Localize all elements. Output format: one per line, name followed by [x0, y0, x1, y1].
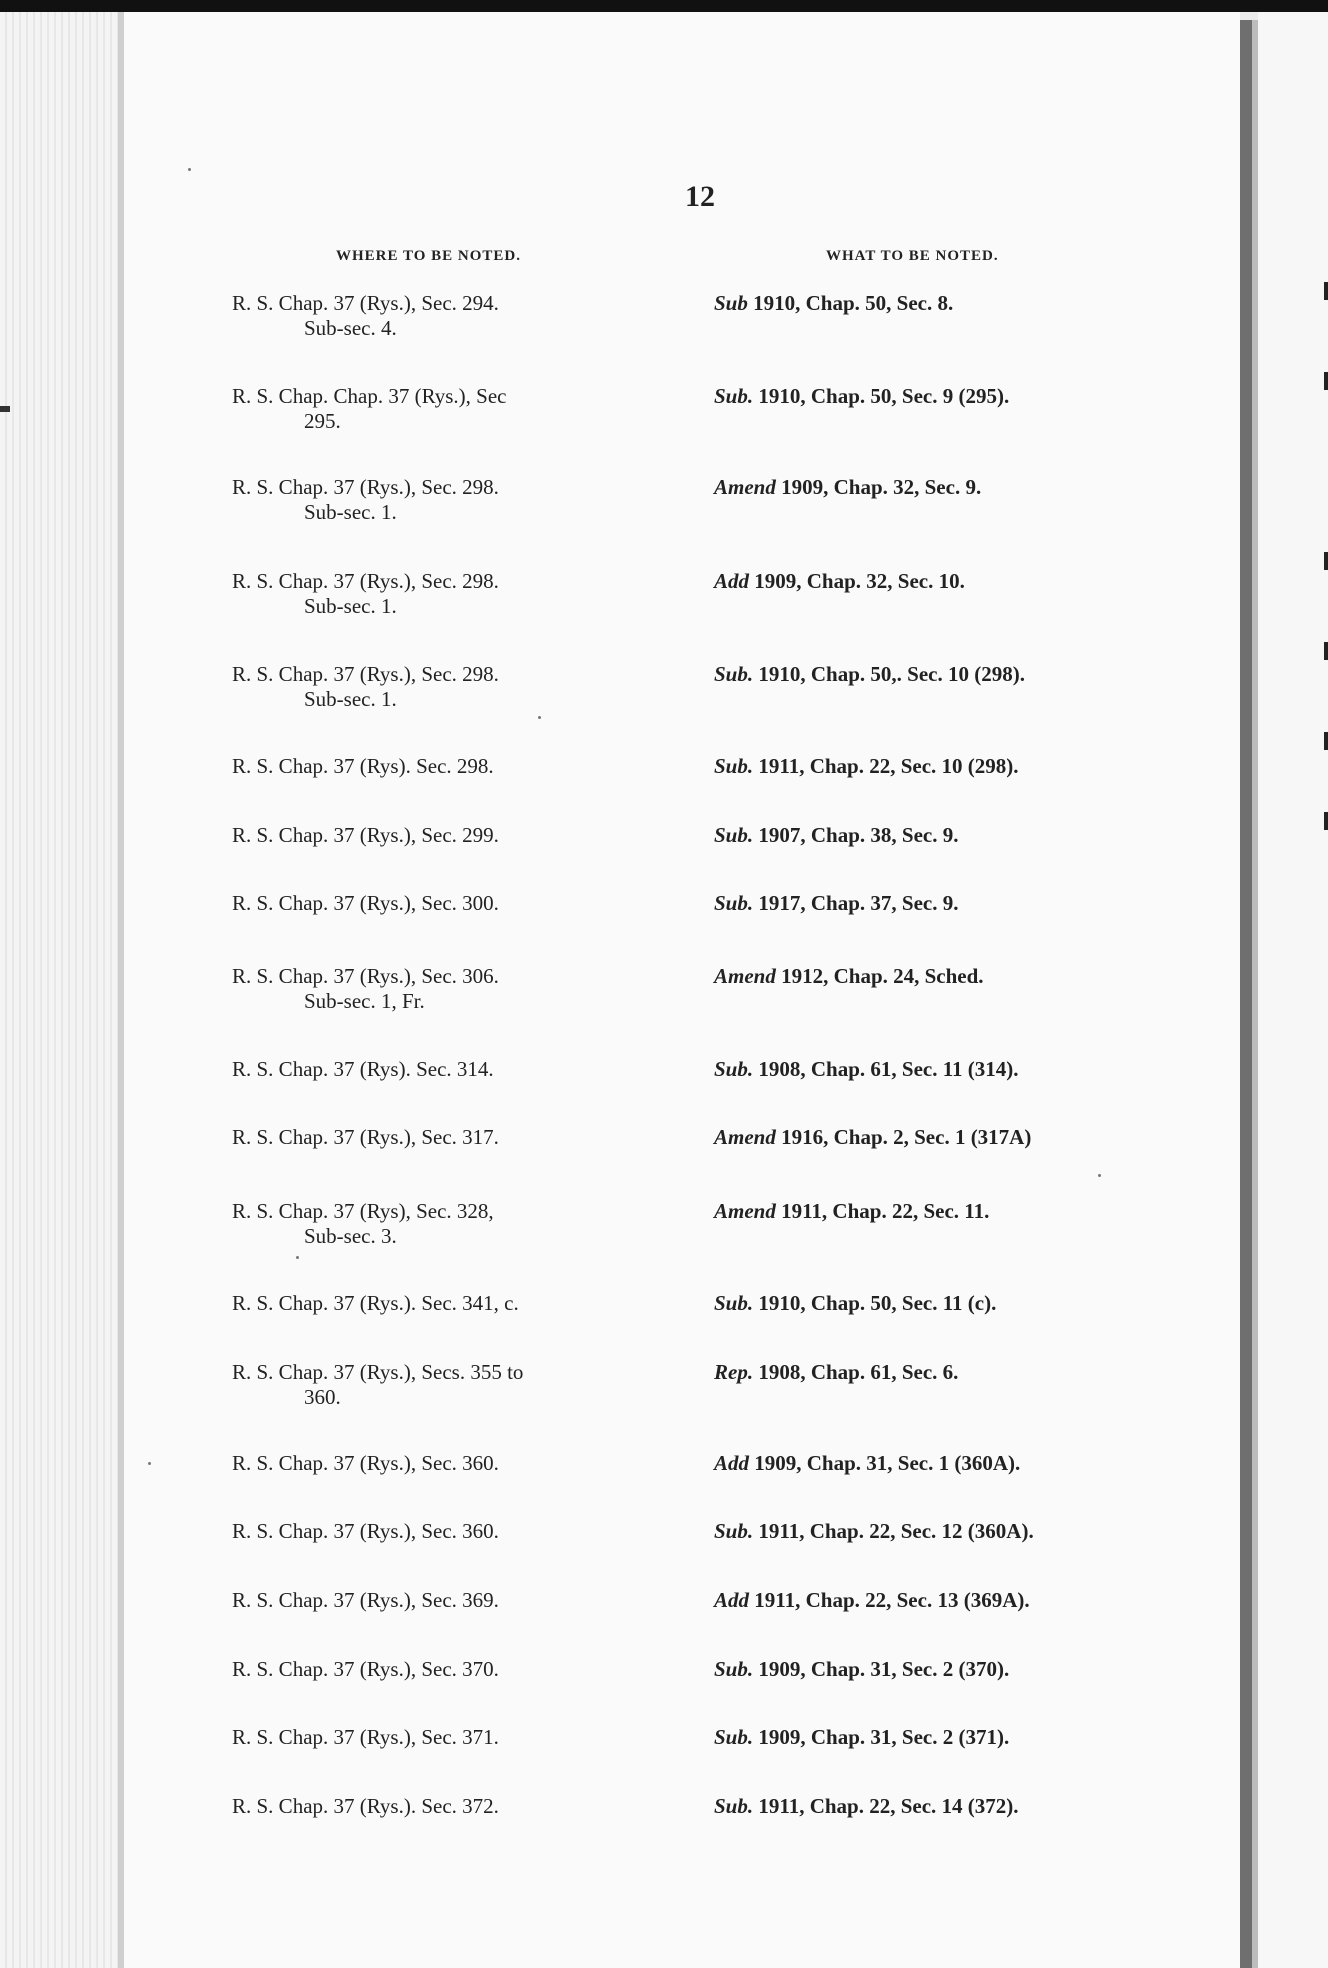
where-line-1: R. S. Chap. 37 (Rys), Sec. 328, [232, 1199, 494, 1223]
where-line-2: Sub-sec. 3. [304, 1224, 397, 1248]
amendment-reference: 1912, Chap. 24, Sched. [775, 964, 984, 988]
where-line-1: R. S. Chap. 37 (Rys.), Sec. 298. [232, 569, 499, 593]
amendment-verb: Sub. [714, 1725, 754, 1749]
where-to-be-noted-cell [232, 1588, 672, 1613]
where-line-2: Sub-sec. 4. [304, 316, 397, 340]
amendment-reference: 1910, Chap. 50, Sec. 8. [747, 291, 954, 315]
what-to-be-noted-cell [714, 964, 984, 989]
where-line-1: R. S. Chap. Chap. 37 (Rys.), Sec [232, 384, 507, 408]
where-to-be-noted-cell [232, 1199, 672, 1249]
where-line-2: Sub-sec. 1. [304, 594, 397, 618]
amendment-reference: 1911, Chap. 22, Sec. 12 (360A). [753, 1519, 1034, 1543]
amendment-reference: 1908, Chap. 61, Sec. 6. [753, 1360, 959, 1384]
where-line-1: R. S. Chap. 37 (Rys.). Sec. 341, c. [232, 1291, 519, 1315]
amendment-verb: Amend [714, 1199, 776, 1223]
next-page-mark [1324, 642, 1328, 660]
amendment-verb: Amend [714, 1125, 776, 1149]
where-line-2: Sub-sec. 1. [304, 687, 397, 711]
amendment-verb: Rep. [714, 1360, 754, 1384]
where-line-2: 360. [304, 1385, 341, 1409]
book-page-edges [0, 0, 122, 1968]
where-to-be-noted-cell [232, 384, 672, 434]
next-page-mark [1324, 552, 1328, 570]
amendment-verb: Sub. [714, 384, 754, 408]
amendment-reference: 1909, Chap. 32, Sec. 10. [749, 569, 965, 593]
where-to-be-noted-cell [232, 1794, 672, 1819]
what-to-be-noted-cell [714, 891, 958, 916]
amendment-reference: 1909, Chap. 31, Sec. 2 (371). [753, 1725, 1010, 1749]
scan-top-border [0, 0, 1328, 12]
where-line-1: R. S. Chap. 37 (Rys.), Sec. 371. [232, 1725, 499, 1749]
amendment-reference: 1911, Chap. 22, Sec. 10 (298). [753, 754, 1019, 778]
scan-speck [296, 1256, 299, 1259]
amendment-reference: 1909, Chap. 31, Sec. 2 (370). [753, 1657, 1010, 1681]
where-to-be-noted-cell [232, 662, 672, 712]
where-to-be-noted-cell [232, 1125, 672, 1150]
where-line-1: R. S. Chap. 37 (Rys.), Sec. 370. [232, 1657, 499, 1681]
amendment-verb: Sub. [714, 754, 754, 778]
amendment-verb: Sub. [714, 1794, 754, 1818]
scan-speck [538, 716, 541, 719]
where-line-1: R. S. Chap. 37 (Rys.), Sec. 306. [232, 964, 499, 988]
amendment-reference: 1910, Chap. 50,. Sec. 10 (298). [753, 662, 1025, 686]
amendment-verb: Amend [714, 964, 776, 988]
where-line-1: R. S. Chap. 37 (Rys.), Sec. 360. [232, 1451, 499, 1475]
where-line-1: R. S. Chap. 37 (Rys.). Sec. 372. [232, 1794, 499, 1818]
where-line-1: R. S. Chap. 37 (Rys.), Sec. 299. [232, 823, 499, 847]
next-page-strip [1258, 12, 1328, 1968]
scan-speck [188, 168, 191, 171]
where-line-1: R. S. Chap. 37 (Rys.), Sec. 317. [232, 1125, 499, 1149]
next-page-mark [1324, 812, 1328, 830]
where-to-be-noted-cell [232, 1519, 672, 1544]
amendment-reference: 1907, Chap. 38, Sec. 9. [753, 823, 959, 847]
what-to-be-noted-cell [714, 662, 1025, 687]
what-to-be-noted-cell [714, 1451, 1020, 1476]
what-to-be-noted-cell [714, 384, 1009, 409]
amendment-verb: Sub. [714, 662, 754, 686]
amendment-verb: Add [714, 1451, 750, 1475]
where-to-be-noted-cell [232, 1360, 672, 1410]
where-to-be-noted-cell [232, 475, 672, 525]
where-line-2: 295. [304, 409, 341, 433]
page-number: 12 [685, 180, 715, 213]
where-line-1: R. S. Chap. 37 (Rys.), Secs. 355 to [232, 1360, 524, 1384]
where-line-1: R. S. Chap. 37 (Rys.), Sec. 294. [232, 291, 499, 315]
what-to-be-noted-cell [714, 823, 958, 848]
amendment-reference: 1909, Chap. 32, Sec. 9. [775, 475, 982, 499]
where-to-be-noted-cell [232, 1657, 672, 1682]
what-to-be-noted-cell [714, 1125, 1031, 1150]
where-to-be-noted-cell [232, 964, 672, 1014]
amendment-verb: Add [714, 569, 750, 593]
amendment-verb: Sub. [714, 1291, 754, 1315]
what-to-be-noted-cell [714, 1657, 1009, 1682]
amendment-reference: 1911, Chap. 22, Sec. 14 (372). [753, 1794, 1019, 1818]
margin-mark [0, 406, 10, 412]
where-line-1: R. S. Chap. 37 (Rys.), Sec. 360. [232, 1519, 499, 1543]
amendment-reference: 1911, Chap. 22, Sec. 11. [775, 1199, 990, 1223]
what-to-be-noted-cell [714, 754, 1019, 779]
column-header-what: WHAT TO BE NOTED. [826, 248, 999, 264]
where-line-1: R. S. Chap. 37 (Rys.), Sec. 300. [232, 891, 499, 915]
amendment-reference: 1916, Chap. 2, Sec. 1 (317A) [775, 1125, 1032, 1149]
amendment-verb: Sub [714, 291, 748, 315]
where-to-be-noted-cell [232, 569, 672, 619]
amendment-verb: Sub. [714, 1519, 754, 1543]
amendment-verb: Sub. [714, 1057, 754, 1081]
where-line-1: R. S. Chap. 37 (Rys). Sec. 314. [232, 1057, 494, 1081]
where-to-be-noted-cell [232, 1725, 672, 1750]
next-page-mark [1324, 372, 1328, 390]
scan-speck [148, 1462, 151, 1465]
amendment-reference: 1911, Chap. 22, Sec. 13 (369A). [749, 1588, 1030, 1612]
where-to-be-noted-cell [232, 823, 672, 848]
amendment-verb: Sub. [714, 1657, 754, 1681]
where-to-be-noted-cell [232, 1057, 672, 1082]
amendment-verb: Sub. [714, 891, 754, 915]
what-to-be-noted-cell [714, 1588, 1030, 1613]
what-to-be-noted-cell [714, 1057, 1019, 1082]
where-to-be-noted-cell [232, 1451, 672, 1476]
where-to-be-noted-cell [232, 1291, 672, 1316]
what-to-be-noted-cell [714, 1360, 958, 1385]
what-to-be-noted-cell [714, 1519, 1034, 1544]
scan-speck [1098, 1174, 1101, 1177]
where-to-be-noted-cell [232, 291, 672, 341]
amendment-verb: Sub. [714, 823, 754, 847]
where-to-be-noted-cell [232, 754, 672, 779]
next-page-mark [1324, 282, 1328, 300]
amendment-reference: 1909, Chap. 31, Sec. 1 (360A). [749, 1451, 1021, 1475]
what-to-be-noted-cell [714, 1794, 1019, 1819]
right-binding-shadow [1240, 20, 1252, 1968]
amendment-reference: 1908, Chap. 61, Sec. 11 (314). [753, 1057, 1019, 1081]
what-to-be-noted-cell [714, 1291, 996, 1316]
what-to-be-noted-cell [714, 569, 965, 594]
where-line-1: R. S. Chap. 37 (Rys). Sec. 298. [232, 754, 494, 778]
where-line-1: R. S. Chap. 37 (Rys.), Sec. 369. [232, 1588, 499, 1612]
amendment-verb: Amend [714, 475, 776, 499]
where-line-1: R. S. Chap. 37 (Rys.), Sec. 298. [232, 475, 499, 499]
column-header-where: WHERE TO BE NOTED. [336, 248, 521, 264]
next-page-mark [1324, 732, 1328, 750]
where-to-be-noted-cell [232, 891, 672, 916]
what-to-be-noted-cell [714, 1199, 989, 1224]
what-to-be-noted-cell [714, 1725, 1009, 1750]
amendment-reference: 1917, Chap. 37, Sec. 9. [753, 891, 959, 915]
amendment-reference: 1910, Chap. 50, Sec. 11 (c). [753, 1291, 997, 1315]
amendment-reference: 1910, Chap. 50, Sec. 9 (295). [753, 384, 1010, 408]
what-to-be-noted-cell [714, 475, 981, 500]
amendment-verb: Add [714, 1588, 750, 1612]
where-line-2: Sub-sec. 1, Fr. [304, 989, 425, 1013]
where-line-1: R. S. Chap. 37 (Rys.), Sec. 298. [232, 662, 499, 686]
what-to-be-noted-cell [714, 291, 953, 316]
where-line-2: Sub-sec. 1. [304, 500, 397, 524]
